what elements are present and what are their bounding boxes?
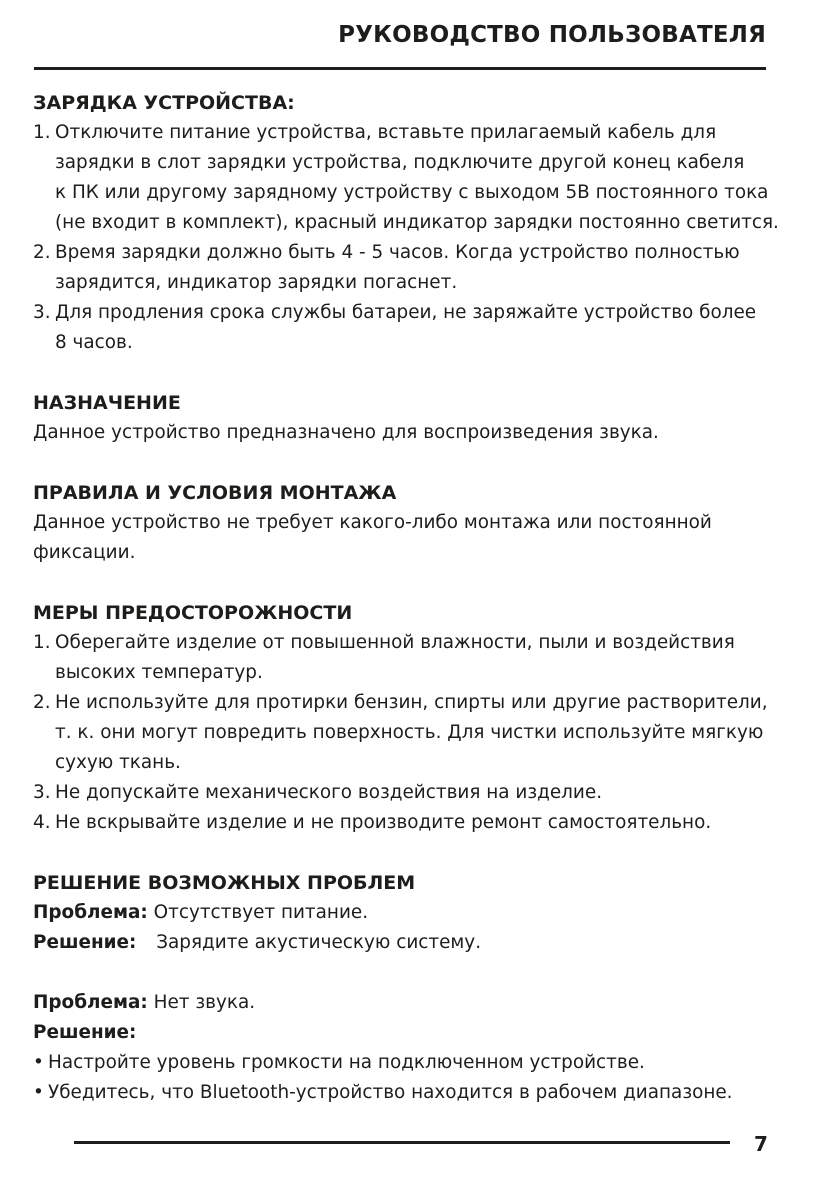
solution-label: Решение:: [33, 1022, 137, 1043]
list-line: зарядится, индикатор зарядки погаснет.: [55, 272, 458, 293]
list-line: зарядки в слот зарядки устройства, подключите другой конец кабеля: [55, 152, 745, 173]
solution-label: Решение:: [33, 932, 137, 953]
mounting-line: фиксации.: [33, 542, 136, 563]
header-divider: [34, 67, 766, 70]
precaution-item-1: [33, 628, 813, 688]
precaution-item-2: [33, 688, 813, 778]
manual-content: [33, 88, 813, 1138]
list-number: 1.: [33, 632, 51, 653]
list-line: Для продления срока службы батареи, не заряжайте устройство более: [55, 302, 757, 323]
section-heading-precautions: МЕРЫ ПРЕДОСТОРОЖНОСТИ: [33, 602, 353, 624]
solution-row: [33, 1018, 813, 1048]
list-line: сухую ткань.: [55, 752, 181, 773]
list-number: 1.: [33, 122, 51, 143]
list-number: 3.: [33, 782, 51, 803]
list-line: Не используйте для протирки бензин, спирты или другие растворители,: [55, 692, 768, 713]
section-mounting: [33, 478, 813, 568]
page-header-title: РУКОВОДСТВО ПОЛЬЗОВАТЕЛЯ: [338, 22, 766, 48]
section-heading-purpose: НАЗНАЧЕНИЕ: [33, 392, 181, 414]
bullet-text: Убедитесь, что Bluetooth-устройство находится в рабочем диапазоне.: [48, 1082, 733, 1103]
solution-bullet-item: [33, 1048, 813, 1078]
problem-label: Проблема:: [33, 992, 148, 1013]
list-line: Не допускайте механического воздействия на изделие.: [55, 782, 603, 803]
section-troubleshooting: [33, 868, 813, 1108]
section-purpose: [33, 388, 813, 448]
list-line: высоких температур.: [55, 662, 263, 683]
list-number: 2.: [33, 242, 51, 263]
precaution-item-4: [33, 808, 813, 838]
footer-divider: [74, 1141, 730, 1144]
list-line: т. к. они могут повредить поверхность. Для чистки используйте мягкую: [55, 722, 764, 743]
page-number: 7: [754, 1132, 768, 1156]
list-line: к ПК или другому зарядному устройству с выходом 5В постоянного тока: [55, 182, 769, 203]
bullet-icon: •: [33, 1082, 44, 1103]
list-number: 2.: [33, 692, 51, 713]
charging-item-2: [33, 238, 813, 298]
solution-bullet-item: [33, 1078, 813, 1108]
list-line: 8 часов.: [55, 332, 133, 353]
bullet-icon: •: [33, 1052, 44, 1073]
bullet-text: Настройте уровень громкости на подключенном устройстве.: [48, 1052, 645, 1073]
list-line: (не входит в комплект), красный индикатор зарядки постоянно светится.: [55, 212, 779, 233]
list-number: 4.: [33, 812, 51, 833]
problem-row: [33, 988, 813, 1018]
list-line: Оберегайте изделие от повышенной влажности, пыли и воздействия: [55, 632, 735, 653]
charging-item-3: [33, 298, 813, 358]
problem-text: Отсутствует питание.: [153, 902, 369, 923]
section-heading-troubleshooting: РЕШЕНИЕ ВОЗМОЖНЫХ ПРОБЛЕМ: [33, 872, 416, 894]
list-number: 3.: [33, 302, 51, 323]
list-line: Время зарядки должно быть 4 - 5 часов. Когда устройство полностью: [55, 242, 740, 263]
section-heading-mounting: ПРАВИЛА И УСЛОВИЯ МОНТАЖА: [33, 482, 397, 504]
list-line: Отключите питание устройства, вставьте прилагаемый кабель для: [55, 122, 717, 143]
problem-text: Нет звука.: [153, 992, 256, 1013]
problem-label: Проблема:: [33, 902, 148, 923]
list-line: Не вскрывайте изделие и не производите ремонт самостоятельно.: [55, 812, 712, 833]
charging-item-1: [33, 118, 813, 238]
section-charging: [33, 88, 813, 358]
mounting-line: Данное устройство не требует какого-либо монтажа или постоянной: [33, 512, 712, 533]
section-heading-charging: ЗАРЯДКА УСТРОЙСТВА:: [33, 92, 295, 114]
solution-text: Зарядите акустическую систему.: [156, 932, 482, 953]
problem-row: [33, 898, 813, 928]
precaution-item-3: [33, 778, 813, 808]
solution-row: [33, 928, 813, 958]
purpose-text: Данное устройство предназначено для воспроизведения звука.: [33, 422, 659, 443]
section-precautions: [33, 598, 813, 838]
